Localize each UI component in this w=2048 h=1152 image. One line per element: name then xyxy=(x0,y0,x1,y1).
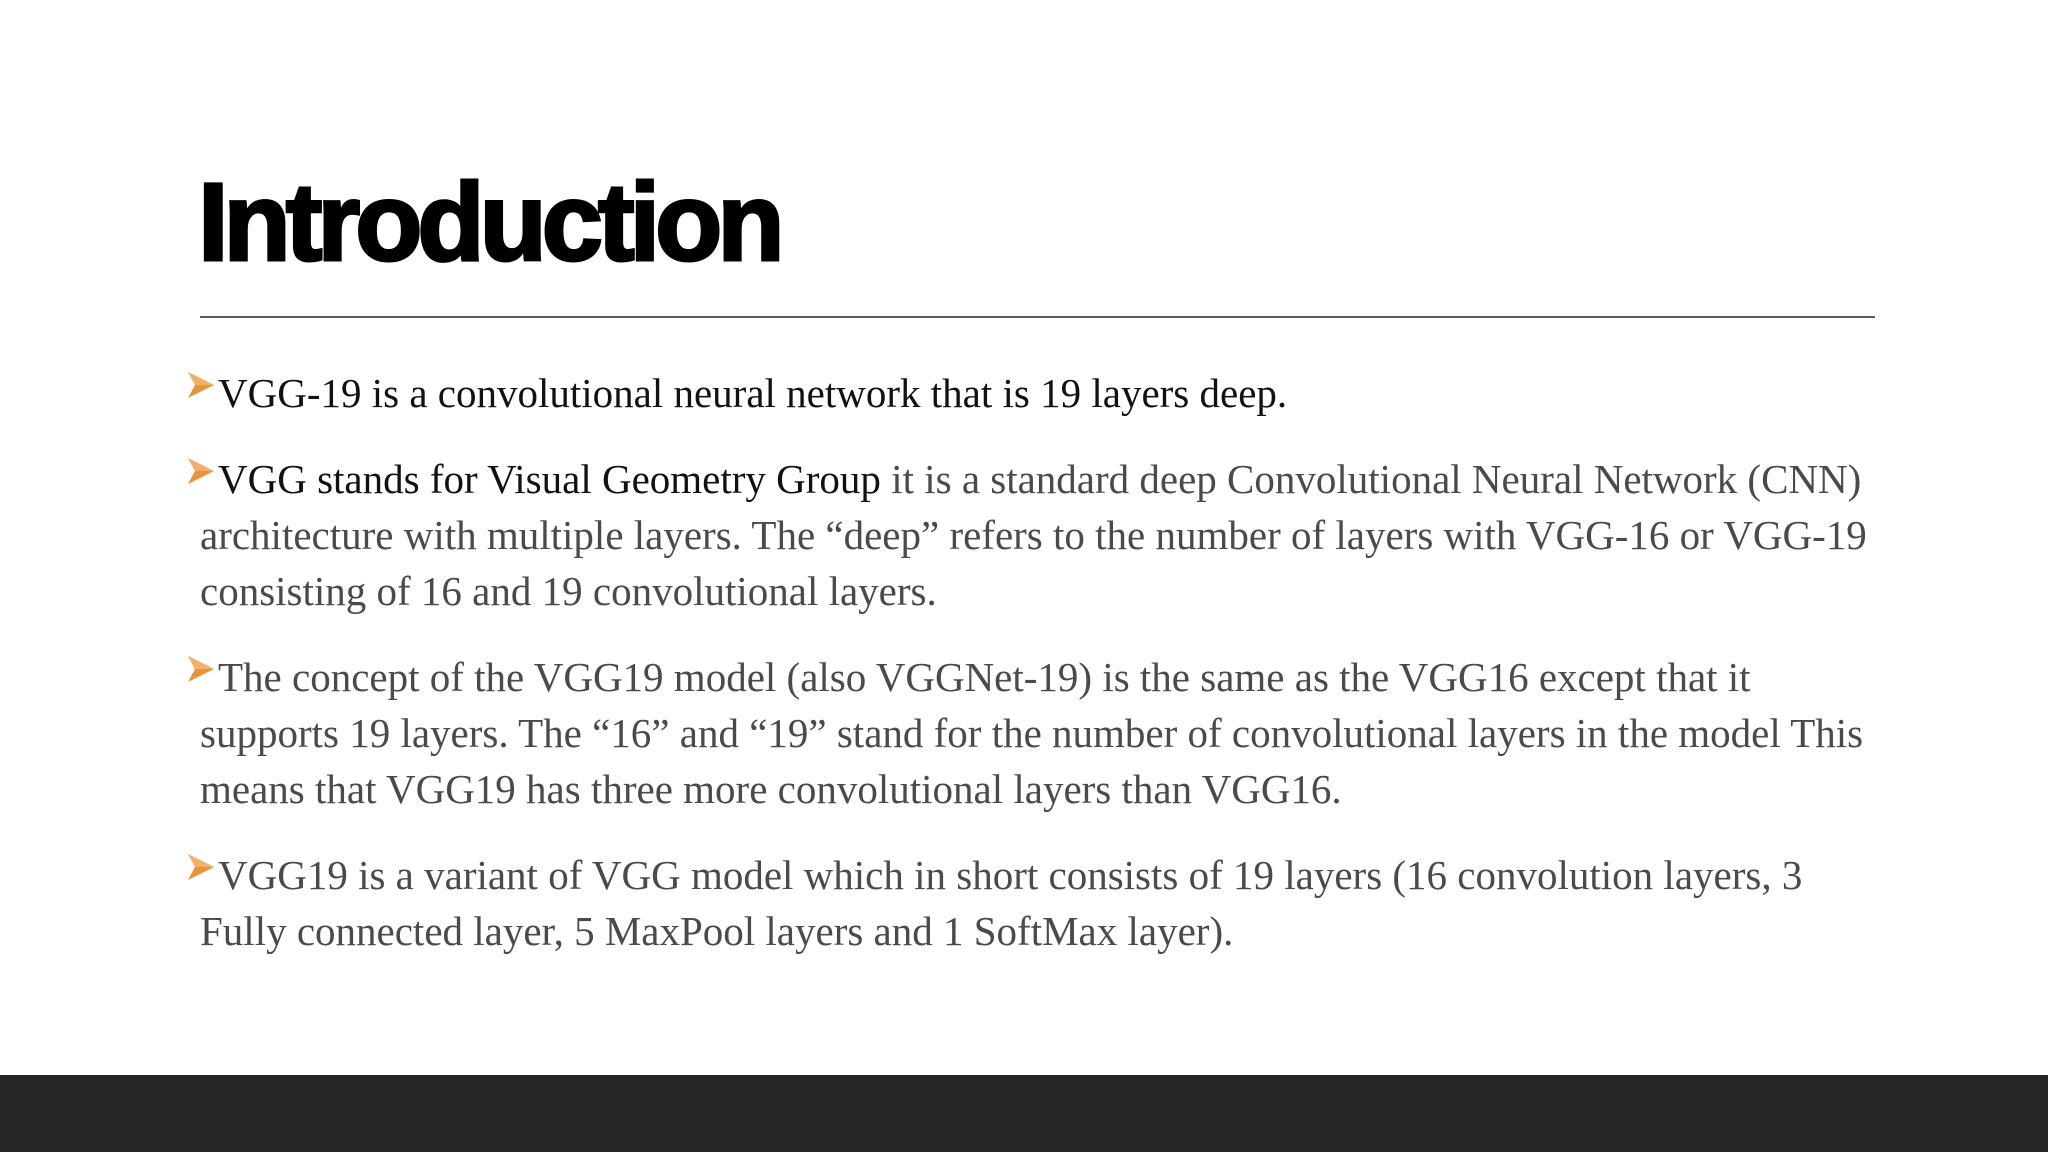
bullet-4-text: VGG19 is a variant of VGG model which in short consists of 19 layers (16 convolution layers, 3 Fully connected layer, 5 MaxPool layers and 1 SoftMax layer). xyxy=(200,852,1803,954)
bullet-item-4 xyxy=(200,847,1880,959)
bullet-2-lead: VGG stands for Visual Geometry Group xyxy=(218,456,881,502)
orange-arrow-bullet-icon xyxy=(186,852,216,882)
title-divider xyxy=(200,316,1875,318)
slide-title: Introduction xyxy=(198,161,780,284)
orange-arrow-bullet-icon xyxy=(186,654,216,684)
footer-bar xyxy=(0,1075,2048,1152)
bullet-1-text: VGG-19 is a convolutional neural network that is 19 layers deep. xyxy=(218,370,1288,416)
bullet-3-text: The concept of the VGG19 model (also VGGNet-19) is the same as the VGG16 except that it supports 19 layers. The “16” and “19” stand for the number of convolutional layers in the model This means that VGG19 has three more convolutional layers than VGG16. xyxy=(200,654,1864,812)
bullet-item-2 xyxy=(200,451,1880,619)
bullet-list xyxy=(200,365,1880,989)
orange-arrow-bullet-icon xyxy=(186,456,216,486)
orange-arrow-bullet-icon xyxy=(186,370,216,400)
bullet-item-3 xyxy=(200,649,1880,817)
bullet-2-rest: it is a standard deep Convolutional Neural Network (CNN) architecture with multiple layers. The “deep” refers to the number of layers with VGG-16 or VGG-19 consisting of 16 and 19 convolutional layers. xyxy=(200,456,1867,614)
bullet-item-1 xyxy=(200,365,1880,421)
